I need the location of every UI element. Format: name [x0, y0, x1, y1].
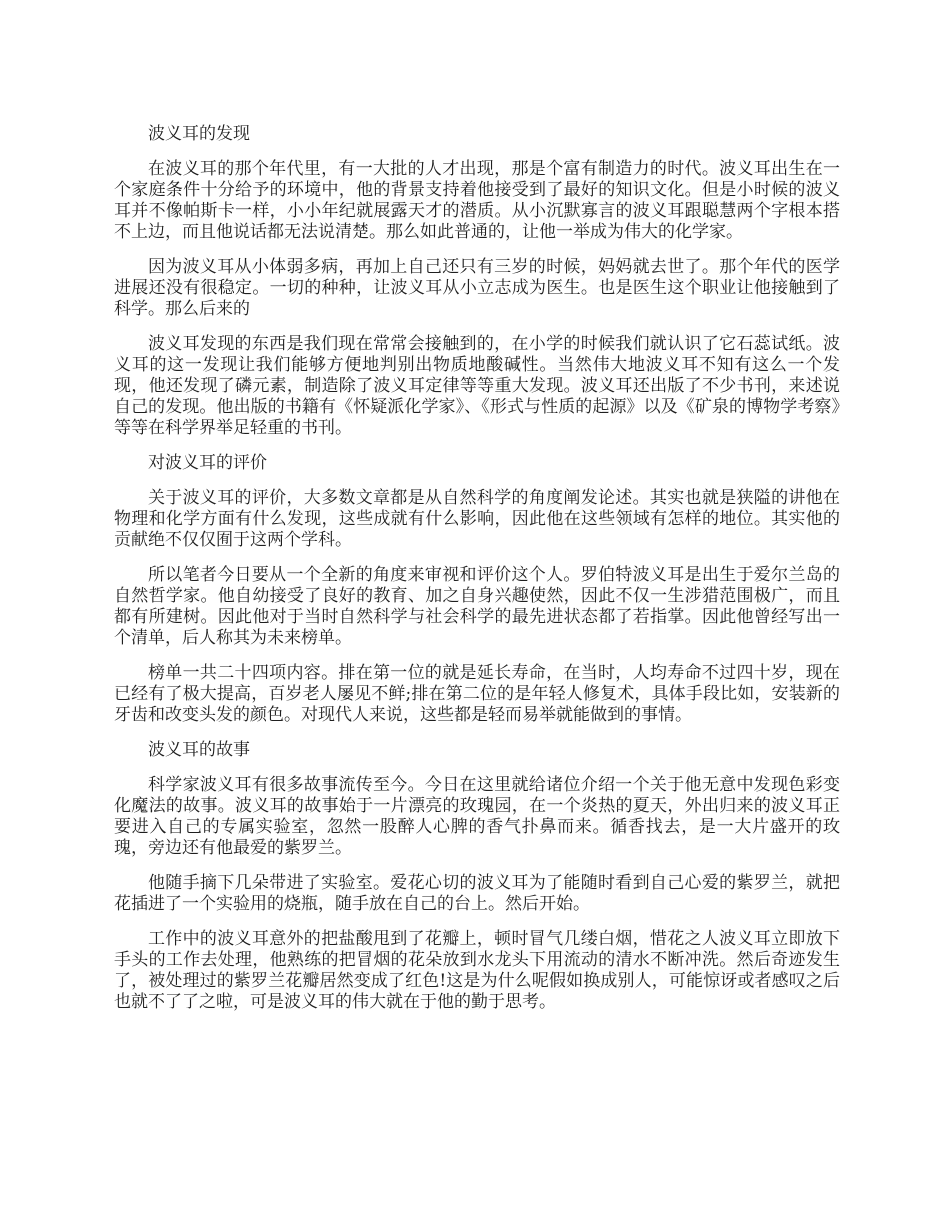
section-heading-story: 波义耳的故事 [148, 740, 250, 760]
section-heading-discovery: 波义耳的发现 [148, 124, 250, 144]
paragraph: 他随手摘下几朵带进了实验室。爱花心切的波义耳为了能随时看到自己心爱的紫罗兰，就把花插进了一个实验用的烧瓶，随手放在自己的台上。然后开始。 [114, 873, 840, 914]
document-body [114, 124, 840, 1027]
section-heading-evaluation: 对波义耳的评价 [148, 453, 267, 473]
paragraph: 因为波义耳从小体弱多病，再加上自己还只有三岁的时候，妈妈就去世了。那个年代的医学进展还没有很稳定。一切的种种，让波义耳从小立志成为医生。也是医生这个职业让他接触到了科学。那么后来的 [114, 257, 840, 319]
paragraph: 所以笔者今日要从一个全新的角度来审视和评价这个人。罗伯特波义耳是出生于爱尔兰岛的自然哲学家。他自幼接受了良好的教育、加之自身兴趣使然，因此不仅一生涉猎范围极广，而且都有所建树。因此他对于当时自然科学与社会科学的最先进状态都了若指掌。因此他曾经写出一个清单，后人称其为未来榜单。 [114, 565, 840, 648]
paragraph: 科学家波义耳有很多故事流传至今。今日在这里就给诸位介绍一个关于他无意中发现色彩变化魔法的故事。波义耳的故事始于一片漂亮的玫瑰园，在一个炎热的夏天，外出归来的波义耳正要进入自己的专属实验室，忽然一股醉人心脾的香气扑鼻而来。循香找去，是一大片盛开的玫瑰，旁边还有他最爱的紫罗兰。 [114, 775, 840, 858]
paragraph: 关于波义耳的评价，大多数文章都是从自然科学的角度阐发论述。其实也就是狭隘的讲他在物理和化学方面有什么发现，这些成就有什么影响，因此他在这些领域有怎样的地位。其实他的贡献绝不仅仅囿于这两个学科。 [114, 488, 840, 550]
paragraph: 在波义耳的那个年代里，有一大批的人才出现，那是个富有制造力的时代。波义耳出生在一个家庭条件十分给予的环境中，他的背景支持着他接受到了最好的知识文化。但是小时候的波义耳并不像帕斯卡一样，小小年纪就展露天才的潜质。从小沉默寡言的波义耳跟聪慧两个字根本搭不上边，而且他说话都无法说清楚。那么如此普通的，让他一举成为伟大的化学家。 [114, 159, 840, 242]
paragraph: 波义耳发现的东西是我们现在常常会接触到的，在小学的时候我们就认识了它石蕊试纸。波义耳的这一发现让我们能够方便地判别出物质地酸碱性。当然伟大地波义耳不知有这么一个发现，他还发现了磷元素，制造除了波义耳定律等等重大发现。波义耳还出版了不少书刊，来述说自己的发现。他出版的书籍有《怀疑派化学家》、《形式与性质的起源》以及《矿泉的博物学考察》等等在科学界举足轻重的书刊。 [114, 334, 840, 438]
paragraph: 榜单一共二十四项内容。排在第一位的就是延长寿命，在当时，人均寿命不过四十岁，现在已经有了极大提高，百岁老人屡见不鲜;排在第二位的是年轻人修复术，具体手段比如，安装新的牙齿和改变头发的颜色。对现代人来说，这些都是轻而易举就能做到的事情。 [114, 663, 840, 725]
paragraph: 工作中的波义耳意外的把盐酸甩到了花瓣上，顿时冒气几缕白烟，惜花之人波义耳立即放下手头的工作去处理，他熟练的把冒烟的花朵放到水龙头下用流动的清水不断冲洗。然后奇迹发生了，被处理过的紫罗兰花瓣居然变成了红色!这是为什么呢假如换成别人，可能惊讶或者感叹之后也就不了了之啦，可是波义耳的伟大就在于他的勤于思考。 [114, 929, 840, 1012]
